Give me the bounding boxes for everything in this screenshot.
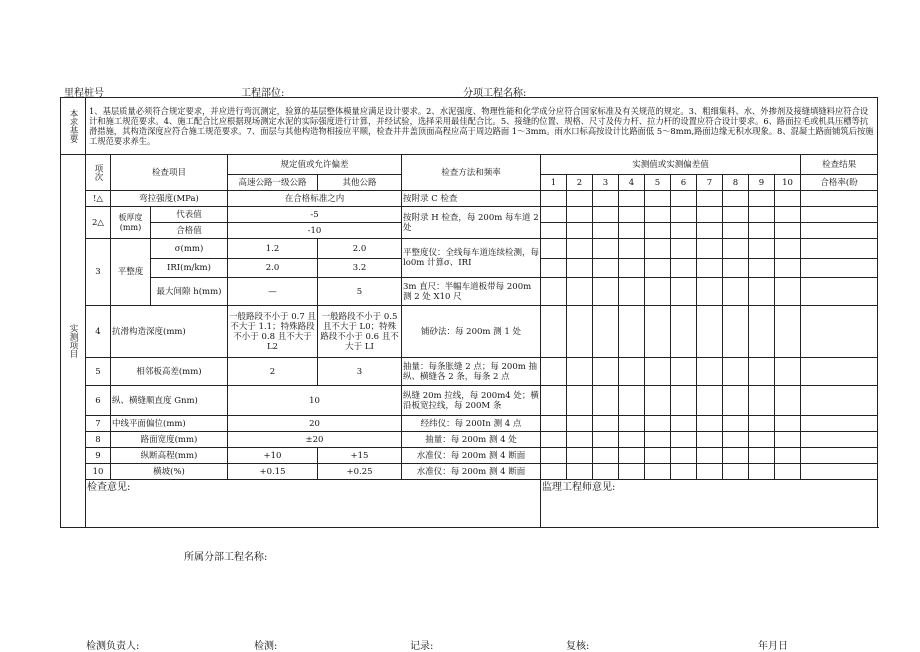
basic-req-text: 1、基层质量必须符合规定要求，并应进行弯沉测定，验算的基层整体模量应满足设计要求。2、水泥强度、物理性能和化学成分应符合国家标准及有关规范的规定。3、粗细集料、水、外掺剂及接缝填缝料应符合设计和施工规范要求。4、施工配合比应根据现场测定水泥的实际强度进行计算，并经试验，选择采用最佳配合比。5、接缝的位置、规格、尺寸及传力杆、拉力杆的设置应符合设计要求。6、路面拉毛或机具压槽等抗滑措施，其构造深度应符合施工规范要求。7、面层与其他构造物相接应平顺，检查井井盖顶面高程应高于周边路面 1～3mm。雨水口标高按设计比路面低 5～8mm,路面边缘无积水现象。8、混凝土路面铺筑后按施工规范要求养生。 (86, 98, 878, 155)
row-spec-highway: 2 (228, 358, 318, 386)
row-no: 9 (86, 448, 111, 464)
row-no: 6 (86, 386, 111, 416)
row-method: 3m 直尺：半幅车道板带每 200m 测 2 处 X10 尺 (402, 278, 541, 306)
row-item: 横坡(%) (111, 464, 228, 480)
row-no: 10 (86, 464, 111, 480)
measure-col-7: 7 (697, 175, 723, 191)
table-row (61, 448, 878, 464)
row-item: 板厚度(mm) (111, 207, 151, 239)
row-subitem: 最大间隙 h(mm) (151, 278, 228, 306)
row-method: 铺砂法：每 200m 测 1 处 (402, 306, 541, 358)
row-item: 中线平面偏位(mm) (111, 416, 228, 432)
measure-col-6: 6 (671, 175, 697, 191)
reviewer-label: 复核: (566, 641, 590, 652)
table-row (61, 464, 878, 480)
row-subitem: σ(mm) (151, 239, 228, 259)
recorder-label: 记录: (410, 641, 434, 652)
row-spec: -10 (228, 223, 402, 239)
row-item: 路面宽度(mm) (111, 432, 228, 448)
row-item: 平整度 (111, 239, 151, 306)
measure-col-1: 1 (541, 175, 567, 191)
table-row (61, 432, 878, 448)
row-spec: -5 (228, 207, 402, 223)
measure-col-3: 3 (593, 175, 619, 191)
row-spec-other: 一般路段不小于 0.5 且不大于 L0；特殊路段不小于 0.6 且不大于 LI (318, 306, 402, 358)
table-row (61, 386, 878, 416)
row-spec-other: +0.25 (318, 464, 402, 480)
row-no: 2△ (86, 207, 111, 239)
check-opinion: 检查意见: (86, 480, 541, 528)
supervisor-opinion: 监理工程师意见: (541, 480, 878, 528)
inspector-label: 检测: (254, 641, 278, 652)
row-subitem: IRI(m/km) (151, 259, 228, 278)
table-row (61, 278, 878, 306)
row-spec-other: +15 (318, 448, 402, 464)
basic-req-label: 本求基要 (61, 98, 86, 155)
row-no: !△ (86, 191, 111, 207)
table-row (61, 416, 878, 432)
row-spec-other: 3.2 (318, 259, 402, 278)
row-spec-highway: 2.0 (228, 259, 318, 278)
measure-col-4: 4 (619, 175, 645, 191)
measure-col-9: 9 (749, 175, 775, 191)
measure-col-10: 10 (775, 175, 801, 191)
row-method: 抽量：每条胀缝 2 点；每 200m 抽纵、横缝各 2 条，每条 2 点 (402, 358, 541, 386)
check-item-header: 检查项目 (111, 155, 228, 191)
measure-col-5: 5 (645, 175, 671, 191)
row-spec: ±20 (228, 432, 402, 448)
table-row (61, 306, 878, 358)
inspection-table (60, 97, 878, 528)
row-method: 平整度仪：全线每车道连续检测，每 lo0m 计算σ、IRI (402, 239, 541, 278)
measure-col-8: 8 (723, 175, 749, 191)
row-method: 水准仪：每 200m 测 4 断面 (402, 448, 541, 464)
pass-rate-header: 合格率(盼 (801, 175, 878, 191)
spec-other-header: 其他公路 (318, 175, 402, 191)
spec-highway-header: 高速公路一级公路 (228, 175, 318, 191)
row-spec-other: 5 (318, 278, 402, 306)
measure-col-2: 2 (567, 175, 593, 191)
row-method: 按附录 H 检查，每 200m 每车道 2 处 (402, 207, 541, 239)
measured-header: 实测值或实测偏差值 (541, 155, 801, 175)
row-spec-highway: +10 (228, 448, 318, 464)
row-no: 7 (86, 416, 111, 432)
row-subitem: 合格值 (151, 223, 228, 239)
mileage-label: 里程桩号 (64, 88, 104, 99)
table-row (61, 207, 878, 223)
item-no-header: 项次 (86, 155, 111, 191)
date-label: 年月日 (758, 641, 788, 652)
location-label: 工程部位: (241, 88, 285, 99)
table-row (61, 191, 878, 207)
table-row (61, 358, 878, 386)
result-header: 检查结果 (801, 155, 878, 175)
row-spec: 在合格标准之内 (228, 191, 402, 207)
row-method: 水准仪：每 200m 测 4 断面 (402, 464, 541, 480)
row-spec-other: 2.0 (318, 239, 402, 259)
table-row (61, 239, 878, 259)
row-spec-highway: +0.15 (228, 464, 318, 480)
row-no: 5 (86, 358, 111, 386)
row-spec-highway: 1.2 (228, 239, 318, 259)
row-item: 抗滑构造深度(mm) (111, 306, 228, 358)
section-label: 实测项目 (61, 155, 86, 528)
row-spec-highway: 一般路段不小于 0.7 且不大于 1.1；特殊路段不小于 0.8 且不大于 L2 (228, 306, 318, 358)
row-no: 8 (86, 432, 111, 448)
subitem-label: 分项工程名称: (463, 88, 527, 99)
row-subitem: 代表值 (151, 207, 228, 223)
row-item: 弯拉强度(MPa) (111, 191, 228, 207)
row-spec-highway: — (228, 278, 318, 306)
method-header: 检查方法和频率 (402, 155, 541, 191)
row-spec: 10 (228, 386, 402, 416)
row-method: 按附录 C 检查 (402, 191, 541, 207)
row-spec-other: 3 (318, 358, 402, 386)
row-no: 3 (86, 239, 111, 306)
row-no: 4 (86, 306, 111, 358)
row-method: 抽量：每 200m 测 4 处 (402, 432, 541, 448)
tester-label: 检测负责人: (86, 641, 140, 652)
row-item: 纵、横缝顺直度 Gnm) (111, 386, 228, 416)
division-name-label: 所属分部工程名称: (184, 552, 268, 563)
row-method: 经纬仪：每 200In 测 4 点 (402, 416, 541, 432)
row-item: 相邻板高差(mm) (111, 358, 228, 386)
row-spec: 20 (228, 416, 402, 432)
row-method: 纵缝 20m 拉线，每 200m4 处；横沿板宽拉线，每 200M 条 (402, 386, 541, 416)
spec-header: 规定值或允许偏差 (228, 155, 402, 175)
row-item: 纵断高程(mm) (111, 448, 228, 464)
